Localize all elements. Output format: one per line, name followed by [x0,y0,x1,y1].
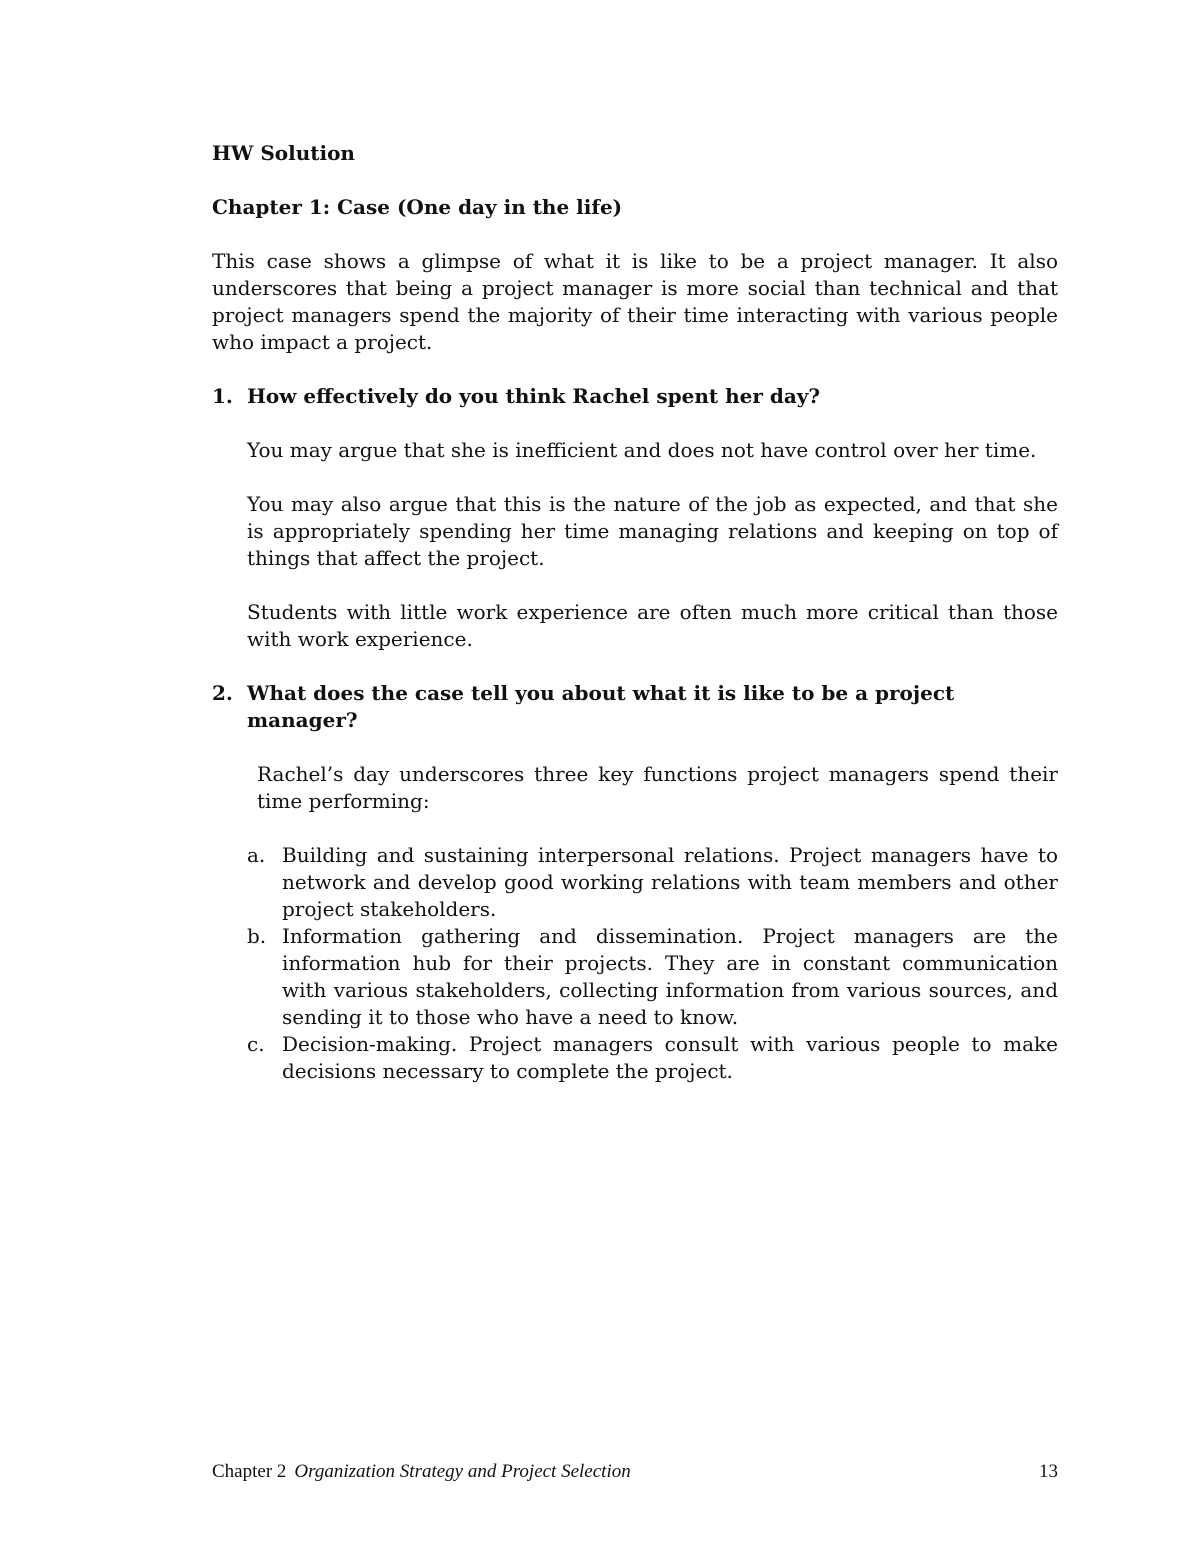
page-content [212,140,1058,1085]
list-item [247,842,1058,923]
list-marker: b. [247,924,267,948]
answer-paragraph: Students with little work experience are often much more critical than those with work experience. [247,600,1058,651]
question-number: 2. [212,681,233,705]
list-item-text: Building and sustaining interpersonal relations. Project managers have to network and develop good working relations with team members and other project stakeholders. [282,843,1058,921]
question-text: What does the case tell you about what it is like to be a project manager? [247,681,955,732]
list-marker: a. [247,843,266,867]
answer-paragraph: You may also argue that this is the nature of the job as expected, and that she is appropriately spending her time managing relations and keeping on top of things that affect the project. [247,492,1058,570]
chapter-heading: Chapter 1: Case (One day in the life) [212,195,623,219]
footer-chapter-title: Organization Strategy and Project Selection [294,1461,631,1482]
list-item [247,923,1058,1031]
question-2 [212,680,1058,734]
footer-chapter: Chapter 2 [212,1461,287,1482]
page-footer [212,1459,1058,1485]
list-marker: c. [247,1032,265,1056]
answer-paragraph: You may argue that she is inefficient and does not have control over her time. [247,438,1037,462]
question-text: How effectively do you think Rachel spent her day? [247,384,821,408]
list-item-text: Decision-making. Project managers consult with various people to make decisions necessary to complete the project. [282,1032,1058,1083]
list-item-text: Information gathering and dissemination. Project managers are the information hub for their projects. They are in constant communication with various stakeholders, collecting information from various sources, and sending it to those who have a need to know. [282,924,1058,1029]
answer-paragraph: Rachel’s day underscores three key functions project managers spend their time performing: [257,762,1058,813]
intro-paragraph: This case shows a glimpse of what it is like to be a project manager. It also underscores that being a project manager is more social than technical and that project managers spend the majority of their time interacting with various people who impact a project. [212,249,1058,354]
question-1 [212,383,1058,410]
functions-list [247,842,1058,1085]
list-item [247,1031,1058,1085]
document-title: HW Solution [212,141,355,165]
question-number: 1. [212,384,233,408]
page-number: 13 [1039,1461,1058,1482]
